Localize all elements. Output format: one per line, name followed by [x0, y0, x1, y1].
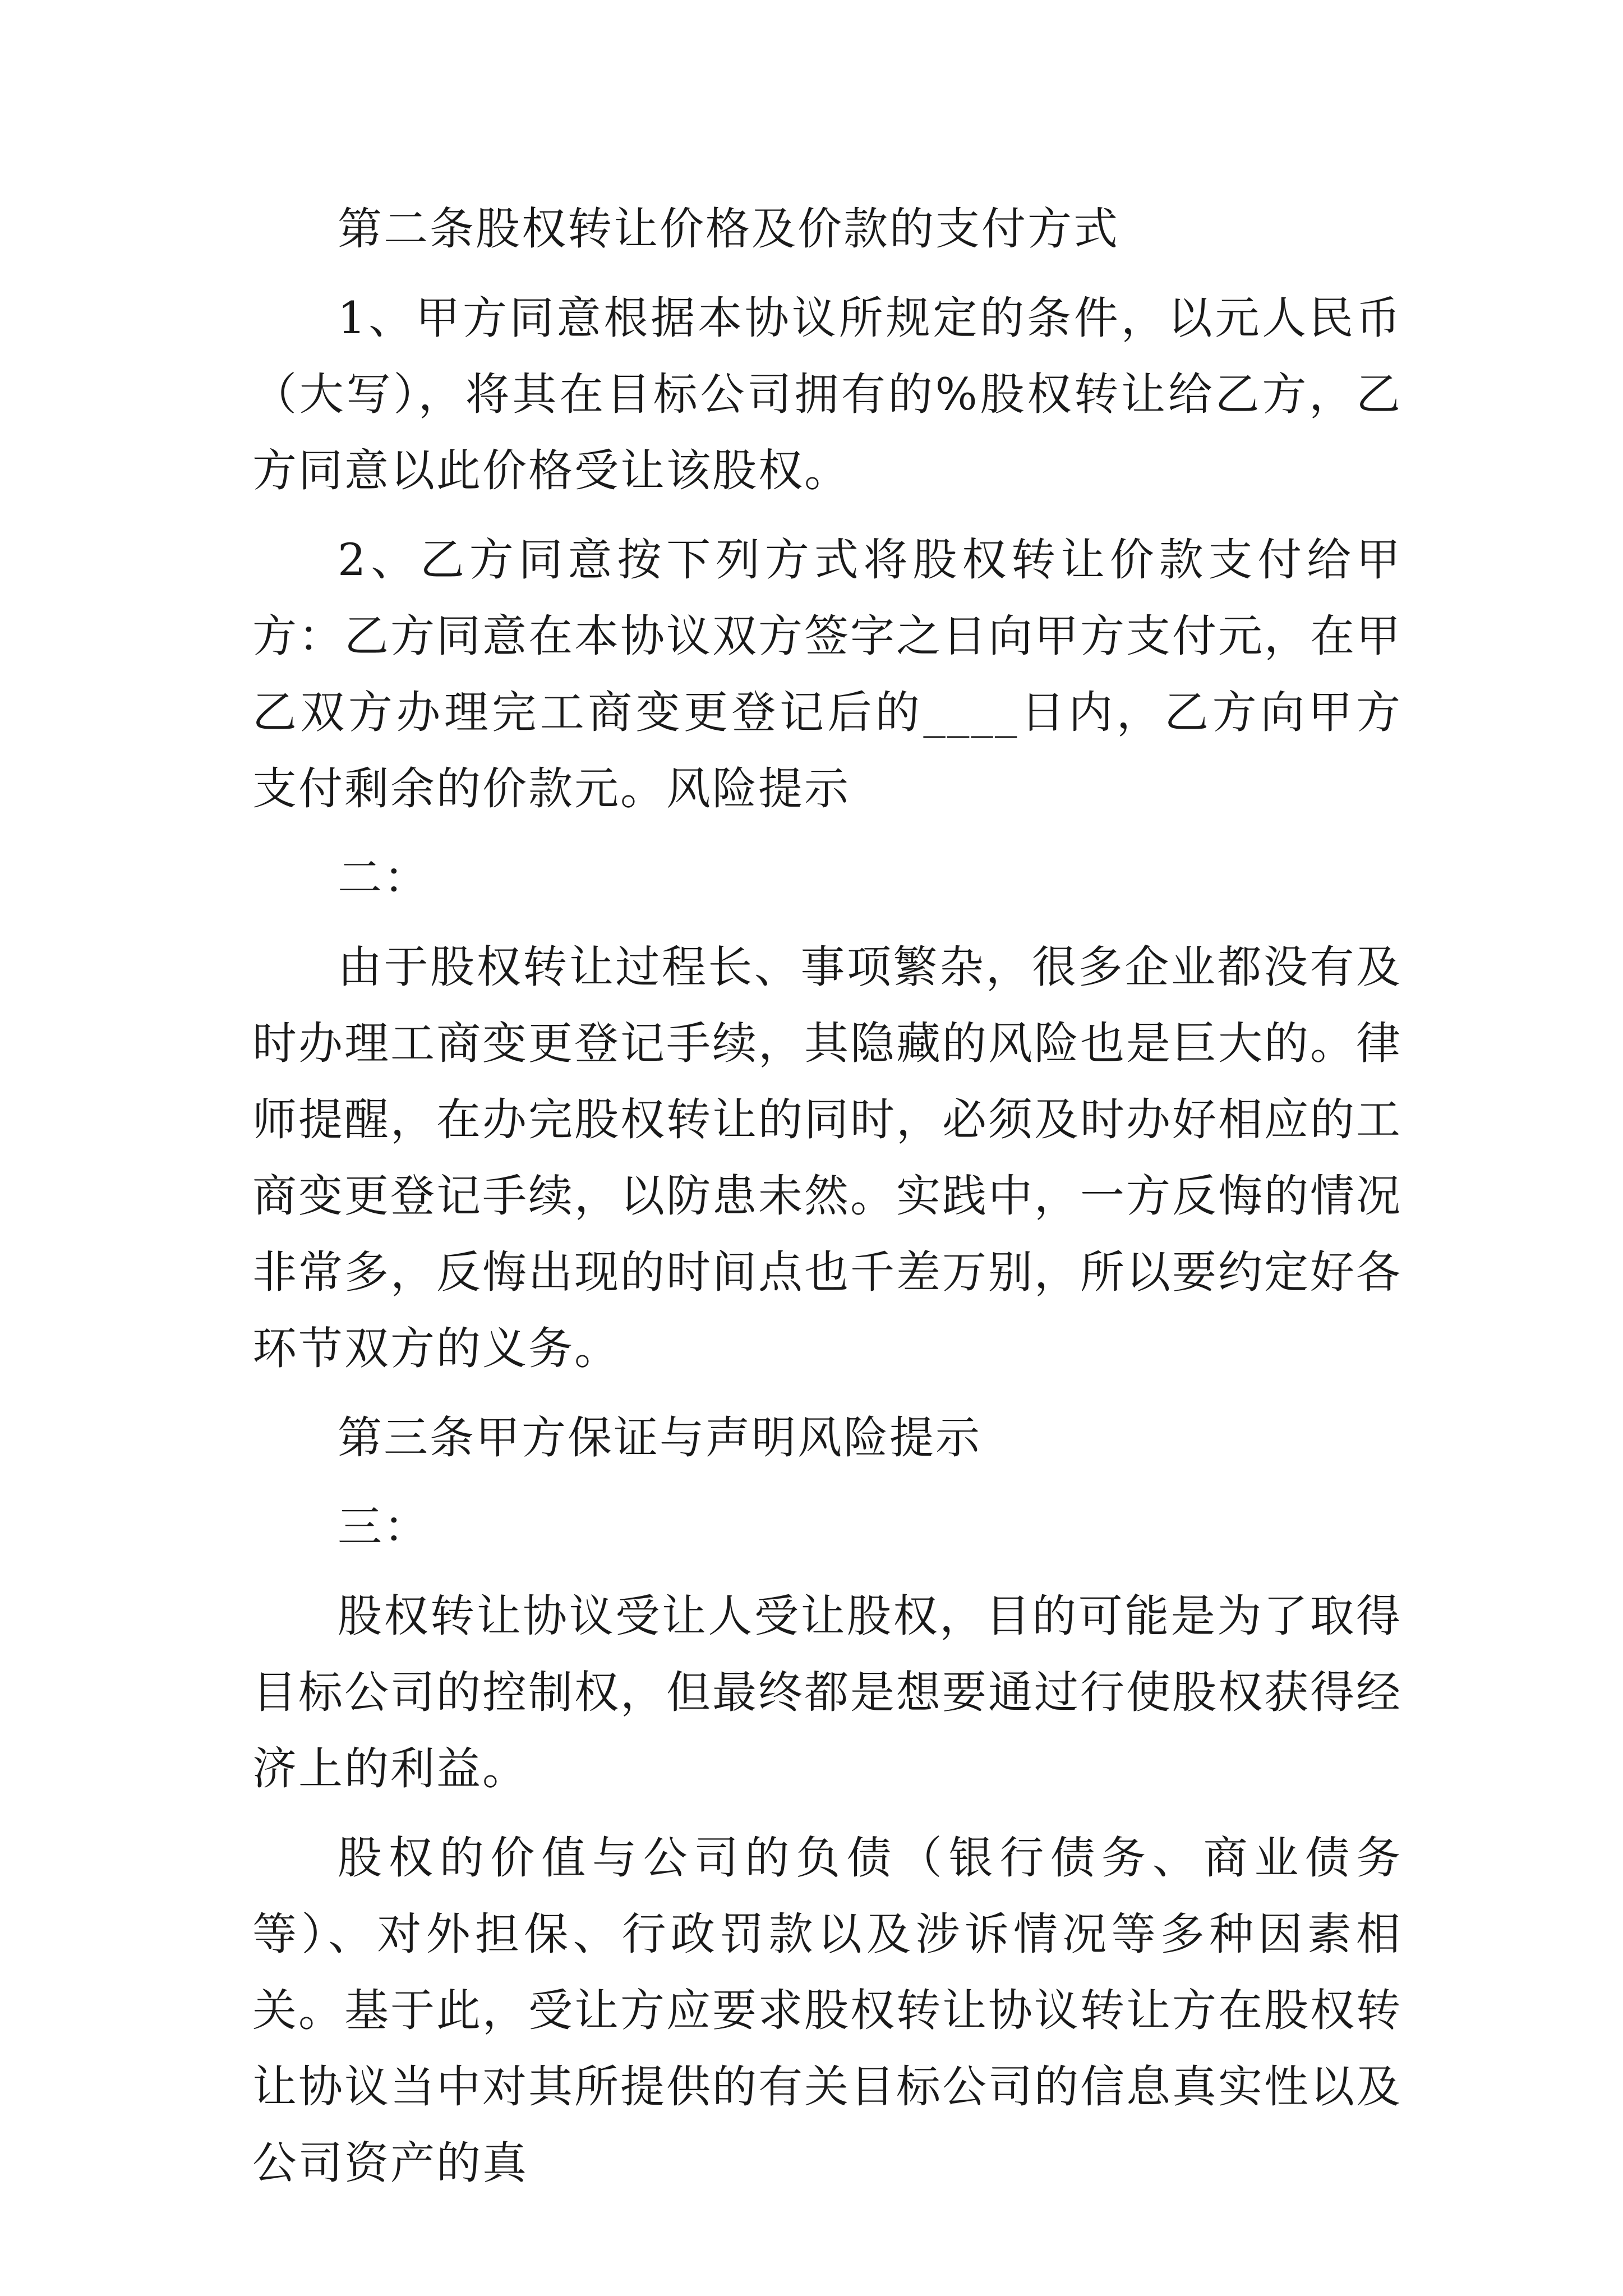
article-2-clause-1: 1、甲方同意根据本协议所规定的条件，以元人民币（大写），将其在目标公司拥有的%股权转让给乙方，乙方同意以此价格受让该股权。: [252, 292, 1402, 496]
risk-tip-2-label: 二：: [338, 852, 430, 904]
article-2-heading: 第二条股权转让价格及价款的支付方式: [338, 203, 1119, 255]
risk-tip-3-label: 三：: [338, 1501, 430, 1553]
document-body: [252, 191, 1402, 2201]
risk-tip-3-text-1: 股权转让协议受让人受让股权，目的可能是为了取得目标公司的控制权，但最终都是想要通过行使股权获得经济上的利益。: [252, 1590, 1402, 1795]
article-2-clause-2: 2、乙方同意按下列方式将股权转让价款支付给甲方：乙方同意在本协议双方签字之日向甲方支付元，在甲乙双方办理完工商变更登记后的____日内，乙方向甲方支付剩余的价款元。风险提示: [252, 534, 1402, 815]
risk-tip-2-text: 由于股权转让过程长、事项繁杂，很多企业都没有及时办理工商变更登记手续，其隐藏的风险也是巨大的。律师提醒，在办完股权转让的同时，必须及时办好相应的工商变更登记手续，以防患未然。实践中，一方反悔的情况非常多，反悔出现的时间点也千差万别，所以要约定好各环节双方的义务。: [252, 941, 1402, 1374]
article-3-heading: 第三条甲方保证与声明风险提示: [338, 1412, 981, 1464]
risk-tip-3-text-2: 股权的价值与公司的负债（银行债务、商业债务等）、对外担保、行政罚款以及涉诉情况等多种因素相关。基于此，受让方应要求股权转让协议转让方在股权转让协议当中对其所提供的有关目标公司的信息真实性以及公司资产的真: [252, 1832, 1402, 2189]
